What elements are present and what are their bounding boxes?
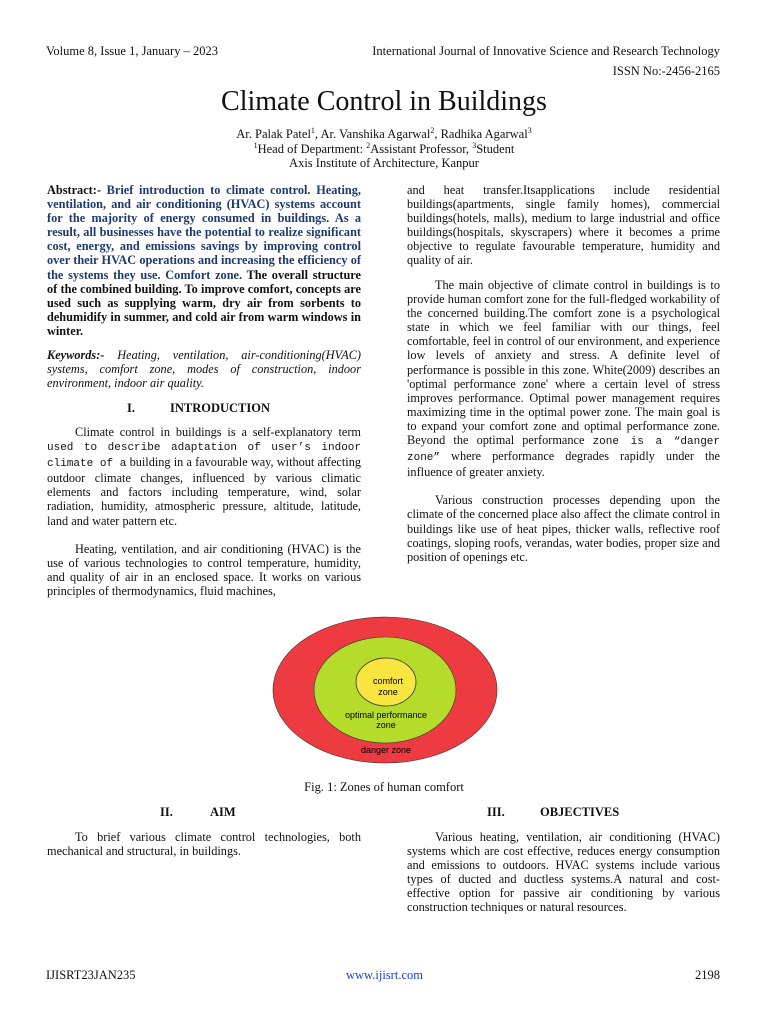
- intro-p1-start: Climate control in buildings is a self-explanatory term: [75, 425, 361, 439]
- intro-body: [47, 425, 361, 598]
- author-line: Ar. Palak Patel$^1$, Ar. Vanshika Agarwal$^2$, Radhika Agarwal$^3$: [236, 126, 532, 141]
- keywords-text: Heating, ventilation, air-conditioning(HVAC) systems, comfort zone, modes of construction, indoor environment, indoor air quality.: [47, 348, 361, 391]
- comfort-label-line-2: zone: [378, 687, 398, 697]
- right-body: [407, 278, 720, 564]
- objectives-number: III.: [487, 805, 505, 819]
- volume-info: Volume 8, Issue 1, January – 2023: [46, 44, 218, 58]
- aim-number: II.: [160, 805, 173, 819]
- aff-role-3: Student: [476, 142, 515, 156]
- author-1: Ar. Palak Patel: [236, 127, 311, 141]
- author-3-sup: 3: [527, 126, 532, 135]
- objectives-paragraph: Various heating, ventilation, air conditioning (HVAC) systems which are cost effective, reduces energy consumption and emissions to outdoors. HVAC systems include various types of ducted and ductless systems.A natural and cost-effective option for passive air conditioning by various construction techniques or natural resources.: [407, 830, 720, 915]
- right-paragraph-2: [407, 278, 720, 479]
- page-number: 2198: [695, 968, 720, 982]
- paper-title: Climate Control in Buildings: [221, 86, 547, 117]
- keywords-label: Keywords:-: [47, 348, 105, 362]
- right-p2-end: where performance degrades rapidly under the influence of greater anxiety.: [407, 449, 720, 480]
- author-3: Radhika Agarwal: [440, 127, 528, 141]
- aim-body: [47, 830, 361, 858]
- author-1-sup: 1: [310, 126, 315, 135]
- intro-number: I.: [127, 401, 135, 415]
- intro-heading: INTRODUCTION: [170, 401, 271, 415]
- abstract-label: Abstract:-: [47, 183, 101, 197]
- intro-p1-end: building in a favourable way, without affecting outdoor climate changes, influenced by various climatic elements and factors including temperature, wind, solar radiation, humidity, atmospheric pressure, altitude, latitude, land and water pattern etc.: [47, 455, 361, 528]
- abstract-comfort: Comfort zone.: [160, 267, 243, 282]
- objectives-heading: OBJECTIVES: [540, 805, 620, 819]
- right-p2-mono: zone is a “danger zone”: [407, 436, 721, 465]
- aim-heading: AIM: [210, 805, 236, 819]
- objectives-body: [407, 830, 720, 915]
- comfort-label-line-1: comfort: [372, 676, 404, 686]
- optimal-label-line-1: optimal performance: [344, 710, 428, 720]
- intro-paragraph-2: Heating, ventilation, and air conditioning (HVAC) is the use of various technologies to control temperature, humidity, and quality of air in an enclosed space. It works on various principles of thermodynamics, fluid machines,: [47, 541, 361, 598]
- footer-code: IJISRT23JAN235: [46, 968, 136, 982]
- author-2-sup: 2: [430, 126, 435, 135]
- aff-sup-3: 3: [472, 141, 477, 150]
- keywords: [47, 348, 361, 390]
- aff-role-2: Assistant Professor,: [370, 142, 473, 156]
- right-paragraph-1: and heat transfer.Itsapplications include residential buildings(apartments, single family homes), commercial buildings(hotels, malls), medium to large industrial and office buildings(hospitals, skyscrapers) where it becomes a prime objective to regulate favourable temperature, humidity and quality of air.: [407, 183, 720, 268]
- aff-sup-1: 1: [253, 141, 258, 150]
- comfort-zones-diagram: [270, 614, 500, 766]
- aff-role-1: Head of Department:: [257, 142, 367, 156]
- footer-url-link[interactable]: www.ijisrt.com: [346, 968, 423, 982]
- right-paragraph-3: Various construction processes depending upon the climate of the concerned place also affect the climate control in buildings like use of heat pipes, thicker walls, reflective roof coatings, sloping roofs, verandas, water bodies, proper size and position of openings etc.: [407, 493, 720, 564]
- issn: ISSN No:-2456-2165: [612, 64, 720, 78]
- aff-sup-2: 2: [366, 141, 371, 150]
- figure-caption: Fig. 1: Zones of human comfort: [304, 780, 464, 794]
- abstract-intro: Brief introduction to climate control. Heating, ventilation, and air conditioning (HVAC) systems account for the majority of energy consumed in buildings. As a result, all businesses have the potential to realize significant cost, energy, and emissions savings by improving control over their HVAC operations and increasing the efficiency of the systems they use.: [47, 183, 361, 282]
- aim-paragraph: To brief various climate control technologies, both mechanical and structural, in buildings.: [47, 830, 361, 859]
- right-p2-start: The main objective of climate control in buildings is to provide human comfort zone for the full-fledged workability of the concerned building.The comfort zone is a psychological state in which we feel familiar with our things, feel comfortable, feel in control of our environment, and experience low levels of anxiety and stress. A definite level of performance is possible in this zone. White(2009) describes an 'optimal performance zone' where a certain level of stress improves performance. Optimal power management requires maximizing time in the optimal power zone. The main goal is to expand your comfort zone and optimal performance zone. Beyond the optimal performance: [407, 278, 720, 448]
- author-2: Ar. Vanshika Agarwal: [320, 127, 431, 141]
- danger-label: danger zone: [360, 745, 412, 755]
- affiliation-line: [0, 142, 768, 157]
- intro-p1-mono: used to describe adaptation of user’s indoor climate of a: [47, 442, 361, 471]
- optimal-label-line-2: zone: [376, 720, 396, 730]
- intro-paragraph-1: [47, 425, 361, 528]
- abstract-rest: The overall structure of the combined building. To improve comfort, concepts are used such as supplying warm, dry air from sorbents to dehumidify in summer, and cold air from warm windows in winter.: [47, 267, 361, 338]
- institute: Axis Institute of Architecture, Kanpur: [289, 156, 479, 170]
- abstract: [47, 183, 361, 338]
- journal-name: International Journal of Innovative Science and Research Technology: [372, 44, 720, 58]
